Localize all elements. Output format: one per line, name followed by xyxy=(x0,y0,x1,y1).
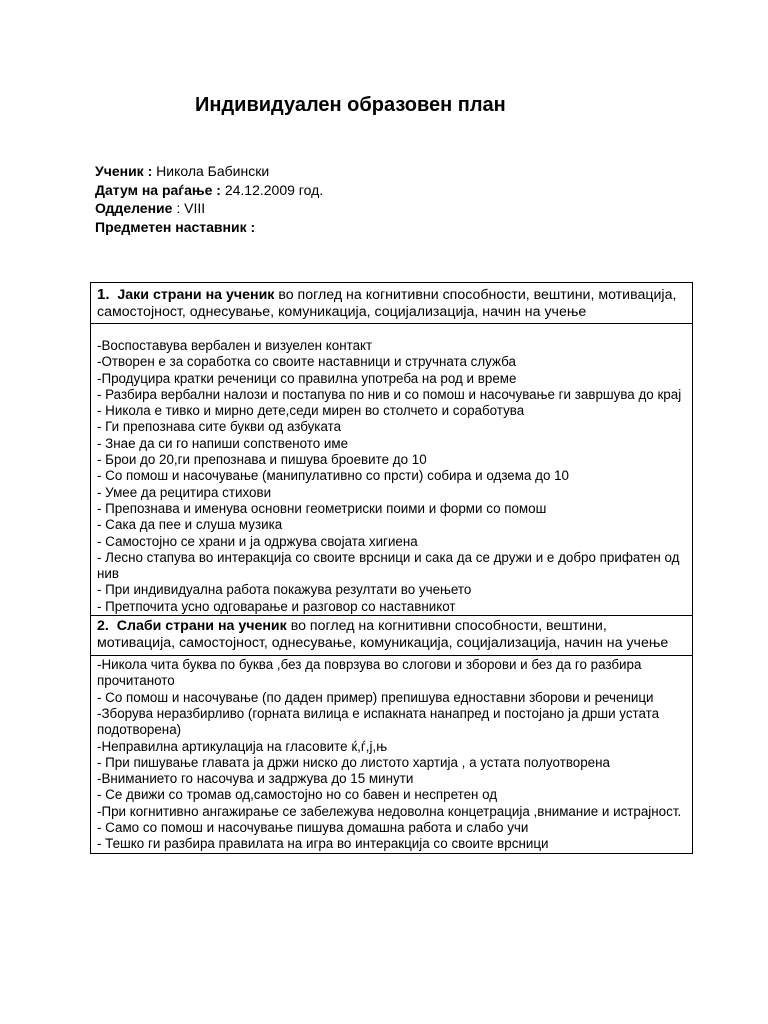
student-label: Ученик : xyxy=(95,163,153,179)
birth-date-value: 24.12.2009 год. xyxy=(220,181,324,198)
weaknesses-description: во поглед на когнитивни способности, вештини, мотивација, самостојност, однесување, комуникација, социјализација, начин на учење xyxy=(97,618,669,652)
strengths-heading xyxy=(91,283,693,324)
list-item: - Знае да си го напиши сопственото име xyxy=(97,435,349,451)
student-info xyxy=(95,162,323,236)
list-item: - Ги препознава сите букви од азбуката xyxy=(97,419,342,435)
list-item: - Тешко ги разбира правилата на игра во интеракција со своите врсници xyxy=(97,836,549,852)
list-item: - При пишување главата ја држи ниско до листото хартија , а устата полуотворена xyxy=(97,754,610,770)
list-item: - При индивидуална работа покажува резултати во учењето xyxy=(97,582,472,598)
list-item: -Зборува неразбирливо (горната вилица е испакната нанапред и постојано ја дрши устата подотворена) xyxy=(97,705,660,738)
student-row xyxy=(95,162,323,181)
teacher-row xyxy=(95,218,323,237)
birth-date-row xyxy=(95,181,323,200)
weaknesses-title: Слаби страни на ученик xyxy=(116,618,287,635)
list-item: - Умее да рецитира стихови xyxy=(97,484,272,500)
strengths-number: 1. xyxy=(97,286,110,303)
strengths-heading-row xyxy=(91,283,693,324)
class-label: Одделение xyxy=(95,200,173,216)
strengths-list xyxy=(91,324,693,616)
list-item: - Само со помош и насочување пишува домашна работа и слабо учи xyxy=(97,820,529,836)
list-item: -При когнитивно ангажирање се забележува недоволна концетрација ,внимание и истрајност. xyxy=(97,803,682,819)
list-item: - Разбира вербални налози и постапува по нив и со помош и насочување ги завршува до крај xyxy=(97,386,682,402)
weaknesses-number: 2. xyxy=(97,618,109,635)
list-item: - Сака да пее и слуша музика xyxy=(97,517,283,533)
student-value: Никола Бабински xyxy=(152,163,270,179)
list-item: -Неправилна артикулација на гласовите ќ,ѓ,ј,њ xyxy=(97,738,388,754)
weaknesses-heading xyxy=(91,616,693,656)
list-item: -Вниманието го насочува и задржува до 15 минути xyxy=(97,771,414,787)
list-item: - Претпочита усно одговарање и разговор со наставникот xyxy=(97,598,456,614)
teacher-label: Предметен наставник : xyxy=(95,218,256,235)
list-item: - Самостојно се храни и ја одржува својата хигиена xyxy=(97,533,418,549)
weaknesses-list xyxy=(91,656,693,854)
list-item: - Брои до 20,ги препознава и пишува броевите до 10 xyxy=(97,452,427,468)
list-item: -Никола чита буква по буква ,без да поврзува во слогови и зборови и без да го разбира прочитаното xyxy=(97,657,642,689)
weaknesses-list-row xyxy=(91,656,693,854)
list-item: - Препознава и именува основни геометриски поими и форми со помош xyxy=(97,500,547,516)
list-item: - Никола е тивко и мирно дете,седи мирен во столчето и соработува xyxy=(97,403,525,419)
list-item: -Отворен е за соработка со своите наставници и стручната служба xyxy=(97,354,516,370)
plan-table xyxy=(90,282,693,854)
class-value: : VIII xyxy=(172,200,206,216)
strengths-list-row xyxy=(91,324,693,616)
class-row xyxy=(95,199,323,218)
weaknesses-heading-row xyxy=(91,616,693,656)
birth-date-label: Датум на раѓање : xyxy=(95,181,221,198)
list-item: - Со помош и насочување (манипулативно со прсти) собира и одзема до 10 xyxy=(97,468,570,484)
list-item: -Воспоставува вербален и визуелен контакт xyxy=(97,338,373,353)
list-item: - Со помош и насочување (по даден пример) препишува едноставни зборови и реченици xyxy=(97,689,654,705)
strengths-title: Јаки страни на ученик xyxy=(117,287,275,303)
page-title: Индивидуален образовен план xyxy=(195,94,506,116)
list-item: -Продуцира кратки реченици со правилна употреба на род и време xyxy=(97,370,517,386)
list-item: - Лесно стапува во интеракција со своите врсници и сака да се дружи и е добро прифатен од нив xyxy=(97,549,680,582)
list-item: - Се движи со тромав од,самостојно но со бавен и неспретен од xyxy=(97,787,498,803)
strengths-description: во поглед на когнитивни способности, вештини, мотивација, самостојност, однесување, комуникација, социјализација, начин на учење xyxy=(97,287,677,320)
